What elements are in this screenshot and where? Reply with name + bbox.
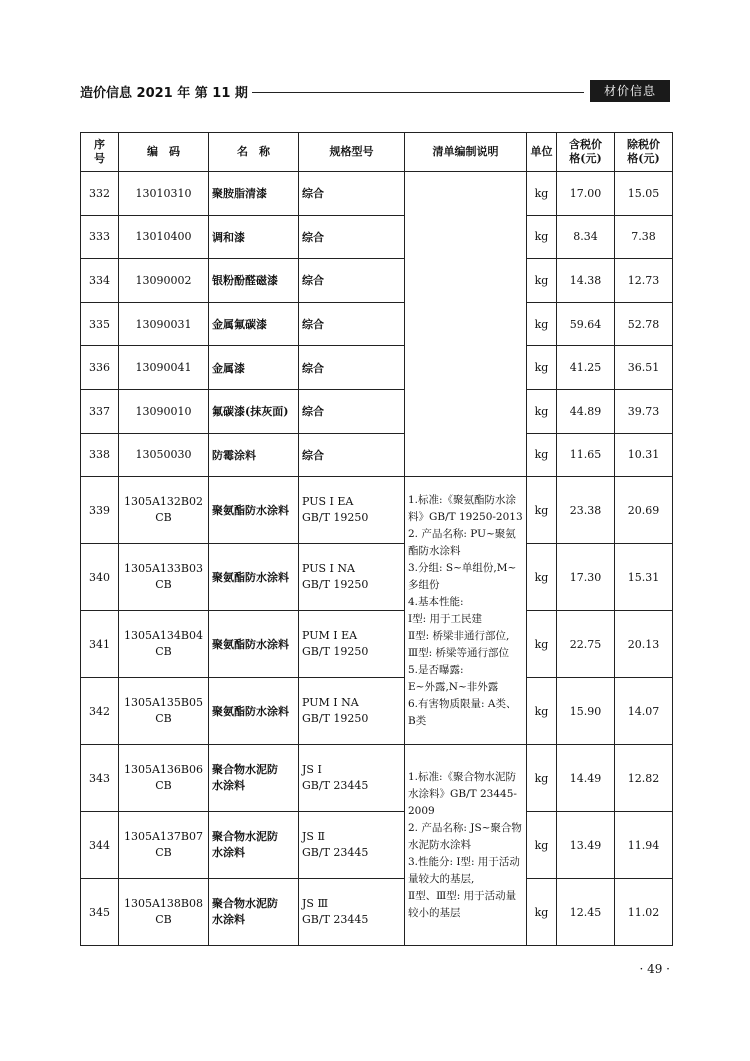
cell-unit: kg [527,302,557,346]
cell-price-notax: 10.31 [615,433,673,477]
cell-price-notax: 20.13 [615,611,673,678]
cell-price-notax: 12.73 [615,259,673,303]
cell-seq: 340 [81,544,119,611]
cell-spec: PUM Ⅰ EA GB/T 19250 [299,611,405,678]
cell-note-empty [405,172,527,477]
table-row [81,433,673,477]
cell-name: 聚合物水泥防 水涂料 [209,879,299,946]
cell-price-tax: 44.89 [557,389,615,433]
cell-price-tax: 23.38 [557,477,615,544]
cell-spec: 综合 [299,346,405,390]
table-row [81,678,673,745]
cell-code: 1305A137B07 CB [119,812,209,879]
col-header-price-notax: 除税价 格(元) [615,133,673,172]
price-table [80,132,673,946]
cell-spec: 综合 [299,259,405,303]
table-row [81,172,673,216]
page-number: · 49 · [639,962,670,976]
table-row [81,389,673,433]
col-header-spec: 规格型号 [299,133,405,172]
cell-spec: JS Ⅱ GB/T 23445 [299,812,405,879]
cell-name: 聚氨酯防水涂料 [209,544,299,611]
cell-price-tax: 13.49 [557,812,615,879]
cell-price-notax: 39.73 [615,389,673,433]
table-row [81,259,673,303]
cell-code: 1305A135B05 CB [119,678,209,745]
cell-price-notax: 20.69 [615,477,673,544]
cell-spec: PUS Ⅰ NA GB/T 19250 [299,544,405,611]
cell-price-notax: 11.02 [615,879,673,946]
col-header-name: 名 称 [209,133,299,172]
page-header [80,80,670,104]
cell-name: 金属漆 [209,346,299,390]
cell-unit: kg [527,346,557,390]
cell-spec: JS Ⅲ GB/T 23445 [299,879,405,946]
cell-code: 1305A134B04 CB [119,611,209,678]
cell-unit: kg [527,477,557,544]
cell-unit: kg [527,433,557,477]
cell-name: 聚氨酯防水涂料 [209,678,299,745]
cell-name: 聚合物水泥防 水涂料 [209,812,299,879]
cell-unit: kg [527,389,557,433]
cell-price-tax: 11.65 [557,433,615,477]
table-row [81,812,673,879]
cell-code: 1305A133B03 CB [119,544,209,611]
cell-price-tax: 14.49 [557,745,615,812]
cell-seq: 336 [81,346,119,390]
cell-name: 调和漆 [209,215,299,259]
table-header-row [81,133,673,172]
cell-spec: 综合 [299,215,405,259]
cell-unit: kg [527,215,557,259]
cell-spec: PUM Ⅰ NA GB/T 19250 [299,678,405,745]
cell-code: 13050030 [119,433,209,477]
cell-name: 金属氟碳漆 [209,302,299,346]
cell-unit: kg [527,259,557,303]
header-rule [252,92,584,93]
table-row [81,879,673,946]
cell-name: 防霉涂料 [209,433,299,477]
cell-code: 1305A132B02 CB [119,477,209,544]
cell-seq: 338 [81,433,119,477]
cell-seq: 344 [81,812,119,879]
cell-seq: 341 [81,611,119,678]
cell-unit: kg [527,611,557,678]
cell-seq: 332 [81,172,119,216]
cell-price-notax: 14.07 [615,678,673,745]
cell-name: 聚氨酯防水涂料 [209,611,299,678]
col-header-code: 编 码 [119,133,209,172]
cell-price-notax: 52.78 [615,302,673,346]
cell-code: 13090031 [119,302,209,346]
cell-price-tax: 17.00 [557,172,615,216]
table-row [81,611,673,678]
cell-seq: 335 [81,302,119,346]
table-row [81,346,673,390]
cell-spec: 综合 [299,389,405,433]
publication-title: 造价信息 2021 年 第 11 期 [80,86,248,101]
cell-name: 聚胺脂清漆 [209,172,299,216]
cell-spec: PUS Ⅰ EA GB/T 19250 [299,477,405,544]
cell-price-notax: 7.38 [615,215,673,259]
cell-price-notax: 15.05 [615,172,673,216]
cell-price-tax: 12.45 [557,879,615,946]
cell-price-tax: 17.30 [557,544,615,611]
cell-code: 1305A138B08 CB [119,879,209,946]
cell-price-notax: 36.51 [615,346,673,390]
cell-code: 13010310 [119,172,209,216]
cell-seq: 333 [81,215,119,259]
cell-unit: kg [527,678,557,745]
cell-price-notax: 15.31 [615,544,673,611]
col-header-price-tax: 含税价 格(元) [557,133,615,172]
cell-unit: kg [527,879,557,946]
col-header-unit: 单位 [527,133,557,172]
cell-seq: 342 [81,678,119,745]
cell-name: 氟碳漆(抹灰面) [209,389,299,433]
cell-seq: 337 [81,389,119,433]
cell-price-tax: 41.25 [557,346,615,390]
cell-unit: kg [527,745,557,812]
cell-price-tax: 59.64 [557,302,615,346]
cell-price-notax: 11.94 [615,812,673,879]
cell-price-tax: 22.75 [557,611,615,678]
cell-name: 银粉酚醛磁漆 [209,259,299,303]
table-row [81,477,673,544]
table-row [81,302,673,346]
cell-seq: 334 [81,259,119,303]
section-tag: 材价信息 [590,80,670,102]
cell-spec: 综合 [299,433,405,477]
cell-unit: kg [527,544,557,611]
cell-spec: 综合 [299,172,405,216]
cell-spec: 综合 [299,302,405,346]
cell-unit: kg [527,172,557,216]
cell-note: 1.标准:《聚合物水泥防水涂料》GB/T 23445-2009 2. 产品名称: JS~聚合物水泥防水涂料 3.性能分: Ⅰ型: 用于活动量较大的基层, Ⅱ型、Ⅲ型: 用于活动量较小的基层 [405,745,527,946]
cell-code: 13090041 [119,346,209,390]
cell-price-notax: 12.82 [615,745,673,812]
cell-spec: JS Ⅰ GB/T 23445 [299,745,405,812]
cell-code: 13010400 [119,215,209,259]
table-row [81,215,673,259]
cell-price-tax: 15.90 [557,678,615,745]
cell-name: 聚合物水泥防 水涂料 [209,745,299,812]
table-row [81,745,673,812]
cell-price-tax: 14.38 [557,259,615,303]
col-header-seq: 序 号 [81,133,119,172]
cell-price-tax: 8.34 [557,215,615,259]
cell-code: 13090010 [119,389,209,433]
cell-seq: 339 [81,477,119,544]
cell-seq: 345 [81,879,119,946]
col-header-note: 清单编制说明 [405,133,527,172]
cell-code: 13090002 [119,259,209,303]
cell-code: 1305A136B06 CB [119,745,209,812]
table-row [81,544,673,611]
cell-note: 1.标准:《聚氨酯防水涂料》GB/T 19250-2013 2. 产品名称: PU~聚氨酯防水涂料 3.分组: S~单组份,M~多组份 4.基本性能: Ⅰ型: 用于工民建 Ⅱ型: 桥梁非通行部位, Ⅲ型: 桥梁等通行部位 5.是否曝露: E~外露,N~非外露 6.有害物质限量: A类、B类 [405,477,527,745]
cell-name: 聚氨酯防水涂料 [209,477,299,544]
cell-seq: 343 [81,745,119,812]
cell-unit: kg [527,812,557,879]
